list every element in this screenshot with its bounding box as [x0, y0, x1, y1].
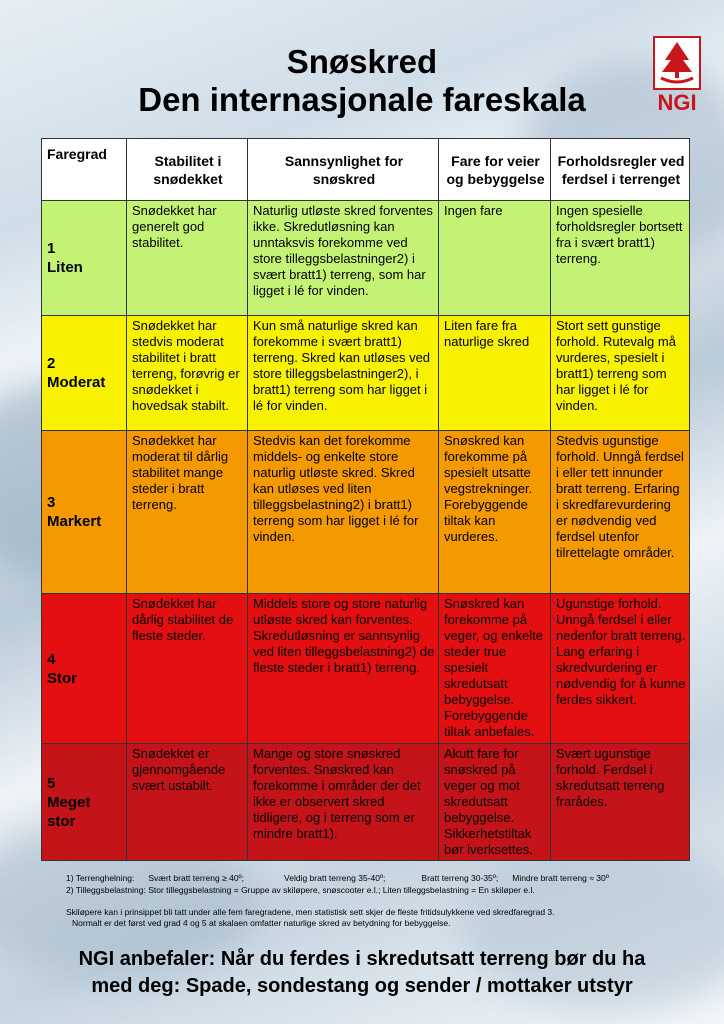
footnote-1-a: Svært bratt terreng ≥ 40º;: [148, 873, 245, 883]
probability-cell: Kun små naturlige skred kan forekomme i svært bratt1) terreng. Skred kan utløses ved store tilleggsbelastninger2), i bratt1) terreng som har ligget i lé for vinden.: [248, 316, 439, 431]
level-cell: [42, 431, 127, 594]
precautions-cell: Stort sett gunstige forhold. Rutevalg må vurderes, spesielt i bratt1) terreng som har ligget i lé for vinden.: [551, 316, 690, 431]
stability-cell: Snødekket har generelt god stabilitet.: [127, 201, 248, 316]
level-name: Meget stor: [47, 793, 91, 830]
footnote-4: Normalt er det først ved grad 4 og 5 at skalaen omfatter naturlige skred av betydning for bebyggelse.: [72, 918, 451, 928]
precautions-cell: Ugunstige forhold. Unngå ferdsel i eller nedenfor bratt terreng. Lang erfaring i skredvurdering er nødvendig for å kunne ferdes sikkert.: [551, 594, 690, 744]
footnote-2: 2) Tilleggsbelastning: Stor tilleggsbelastning = Gruppe av skiløpere, snøscooter e.l.; Liten tilleggsbelastning = En skiløper e.l.: [66, 885, 535, 895]
header-roads: Fare for veier og bebyggelse: [439, 139, 551, 201]
level-number: 4: [47, 650, 56, 668]
page-title: [0, 42, 724, 120]
recommendation-line-2: med deg: Spade, sondestang og sender / mottaker utstyr: [91, 975, 633, 997]
precautions-cell: Svært ugunstige forhold. Ferdsel i skredutsatt terreng frarådes.: [551, 744, 690, 861]
level-name: Stor: [47, 669, 77, 687]
logo-text: NGI: [657, 90, 697, 115]
footnote-1: [66, 873, 706, 884]
level-name: Moderat: [47, 374, 106, 391]
table-row: [42, 201, 690, 316]
probability-cell: Mange og store snøskred forventes. Snøskred kan forekomme i områder der det ikke er observert skred tidligere, og i terreng som er mindre bratt1).: [248, 744, 439, 861]
level-cell: [42, 744, 127, 861]
header-faregrad: Faregrad: [42, 139, 127, 201]
probability-cell: Naturlig utløste skred forventes ikke. Skredutløsning kan unntaksvis forekomme ved store tilleggsbelastninger2) i svært bratt1) terreng, som har ligget i lé for vinden.: [248, 201, 439, 316]
header-stability: Stabilitet i snødekket: [127, 139, 248, 201]
table-row: [42, 594, 690, 744]
level-number: 3: [47, 494, 56, 511]
level-number: 5: [47, 774, 56, 792]
probability-cell: Stedvis kan det forekomme middels- og enkelte store naturlig utløste skred. Skred kan utløses ved liten tilleggsbelastning2) i bratt1) terreng som har ligget i lé for vinden.: [248, 431, 439, 594]
footnote-1-b: Veldig bratt terreng 35-40º;: [284, 873, 386, 883]
footnote-3: Skiløpere kan i prinsippet bli tatt under alle fem faregradene, men statistisk sett skjer de fleste fritidsulykkene ved skredfaregrad 3.: [66, 907, 555, 917]
danger-scale-table: [41, 138, 690, 861]
table-header-row: [42, 139, 690, 201]
stability-cell: Snødekket har dårlig stabilitet de fleste steder.: [127, 594, 248, 744]
header-probability: Sannsynlighet for snøskred: [248, 139, 439, 201]
roads-cell: Akutt fare for snøskred på veger og mot skredutsatt bebyggelse. Sikkerhetstiltak bør iverksettes.: [439, 744, 551, 861]
footnote-1-d: Mindre bratt terreng ≈ 30º: [512, 873, 609, 883]
tree-icon: [653, 36, 701, 90]
level-cell: [42, 316, 127, 431]
title-line-2: Den internasjonale fareskala: [138, 81, 586, 118]
stability-cell: Snødekket har stedvis moderat stabilitet i bratt terreng, forøvrig er snødekket i hovedsak stabilt.: [127, 316, 248, 431]
roads-cell: Snøskred kan forekomme på veger, og enkelte steder true spesielt skredutsatt bebyggelse. Forebyggende tiltak anbefales.: [439, 594, 551, 744]
footnote-1-c: Bratt terreng 30-35º;: [421, 873, 499, 883]
probability-cell: Middels store og store naturlig utløste skred kan forventes. Skredutløsning er sannsynlig ved liten tilleggsbelastning2) de fleste steder i bratt1) terreng.: [248, 594, 439, 744]
precautions-cell: Ingen spesielle forholdsregler bortsett fra i svært bratt1) terreng.: [551, 201, 690, 316]
level-cell: [42, 201, 127, 316]
level-number: 1: [47, 240, 56, 257]
header-precautions: Forholdsregler ved ferdsel i terrenget: [551, 139, 690, 201]
roads-cell: Snøskred kan forekomme på spesielt utsatte vegstrekninger. Forebyggende tiltak kan vurderes.: [439, 431, 551, 594]
footnote-1-label: 1) Terrenghelning:: [66, 873, 135, 883]
level-number: 2: [47, 355, 56, 372]
title-line-1: Snøskred: [286, 43, 438, 80]
roads-cell: Liten fare fra naturlige skred: [439, 316, 551, 431]
stability-cell: Snødekket er gjennomgående svært ustabilt.: [127, 744, 248, 861]
recommendation-line-1: NGI anbefaler: Når du ferdes i skredutsatt terreng bør du ha: [78, 948, 646, 970]
level-cell: [42, 594, 127, 744]
ngi-logo: [650, 36, 704, 118]
level-name: Liten: [47, 259, 83, 276]
level-name: Markert: [47, 513, 102, 530]
table-row: [42, 431, 690, 594]
recommendation: [0, 946, 724, 1000]
precautions-cell: Stedvis ugunstige forhold. Unngå ferdsel i eller tett innunder bratt terreng. Erfaring i skredfarevurdering er nødvendig ved ferdsel utenfor tilrettelagte områder.: [551, 431, 690, 594]
stability-cell: Snødekket har moderat til dårlig stabilitet mange steder i bratt terreng.: [127, 431, 248, 594]
table-row: [42, 744, 690, 861]
roads-cell: Ingen fare: [439, 201, 551, 316]
table-row: [42, 316, 690, 431]
